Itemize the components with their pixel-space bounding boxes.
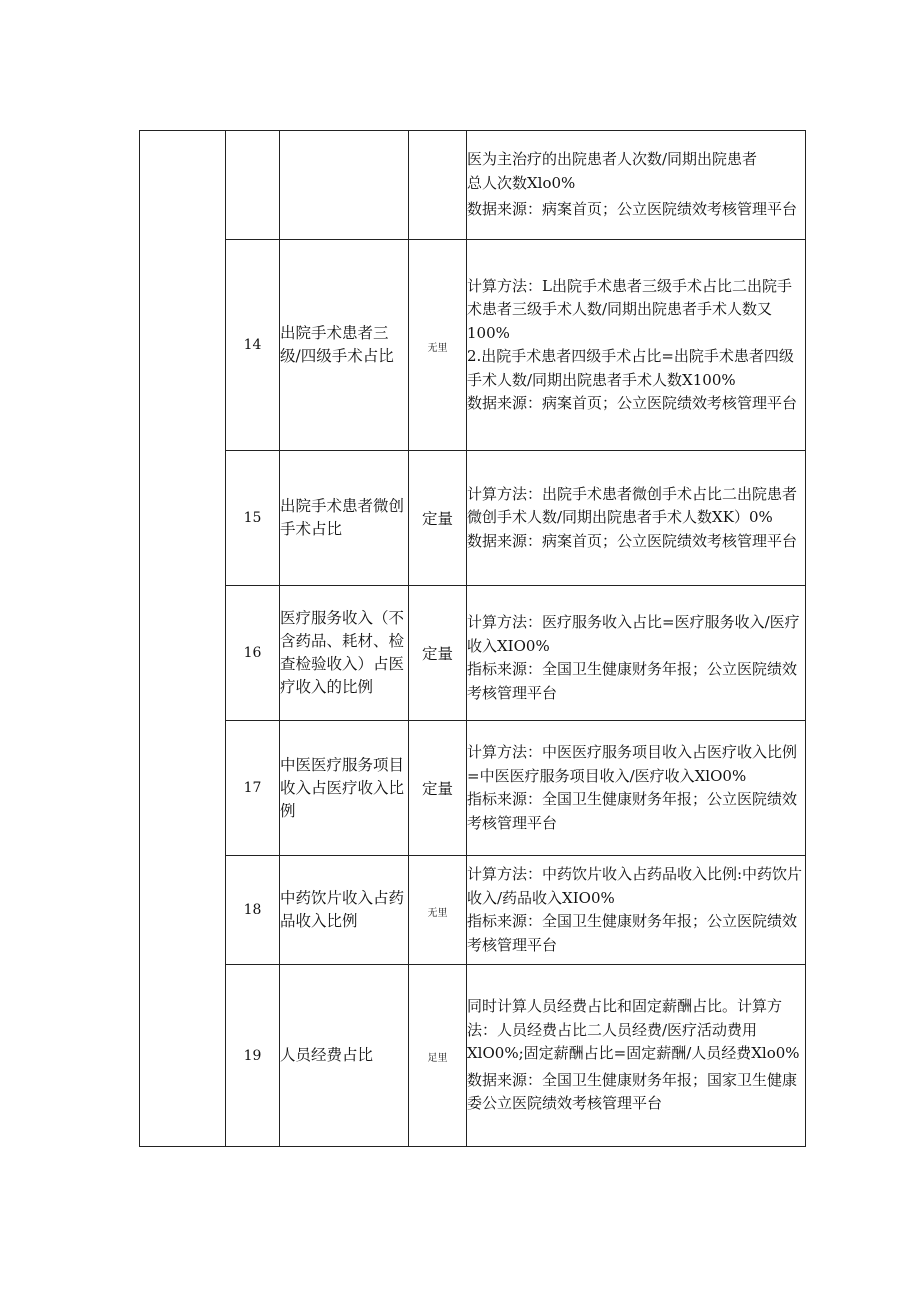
calc-method: 同时计算人员经费占比和固定薪酬占比。计算方法：人员经费占比二人员经费/医疗活动费用XlO0%;固定薪酬占比=固定薪酬/人员经费Xlo0% bbox=[467, 997, 800, 1063]
row-number: 15 bbox=[226, 451, 280, 586]
table-row bbox=[140, 586, 806, 721]
metric-name: 医疗服务收入（不含药品、耗材、检查检验收入）占医疗收入的比例 bbox=[280, 586, 409, 721]
metric-name bbox=[280, 131, 409, 240]
metric-name: 出院手术患者微创手术占比 bbox=[280, 451, 409, 586]
metric-name: 人员经费占比 bbox=[280, 965, 409, 1147]
calc-method: 计算方法：中药饮片收入占药品收入比例:中药饮片收入/药品收入XIO0% bbox=[467, 865, 803, 907]
metric-type: 定量 bbox=[409, 721, 467, 856]
row-number: 18 bbox=[226, 856, 280, 965]
metric-description bbox=[467, 721, 806, 856]
metric-name: 出院手术患者三级/四级手术占比 bbox=[280, 240, 409, 451]
row-number bbox=[226, 131, 280, 240]
data-source: 指标来源：全国卫生健康财务年报；公立医院绩效考核管理平台 bbox=[467, 790, 798, 832]
table-row bbox=[140, 131, 806, 240]
table-row bbox=[140, 240, 806, 451]
category-cell bbox=[140, 131, 226, 1147]
calc-method: 计算方法：L出院手术患者三级手术占比二出院手术患者三级手术人数/同期出院患者手术人数又100% bbox=[467, 276, 792, 342]
metric-name: 中药饮片收入占药品收入比例 bbox=[280, 856, 409, 965]
calc-method-2: 2.出院手术患者四级手术占比=出院手术患者四级手术人数/同期出院患者手术人数X100% bbox=[467, 347, 794, 389]
table-row bbox=[140, 721, 806, 856]
calc-method: 医为主治疗的出院患者人次数/同期出院患者总人次数Xlo0% bbox=[467, 150, 758, 192]
calc-method: 计算方法：出院手术患者微创手术占比二出院患者微创手术人数/同期出院患者手术人数XK）0% bbox=[467, 484, 798, 527]
calc-method: 计算方法：中医医疗服务项目收入占医疗收入比例=中医医疗服务项目收入/医疗收入XlO0% bbox=[467, 743, 798, 785]
table-row bbox=[140, 965, 806, 1147]
data-source: 数据来源：病案首页；公立医院绩效考核管理平台 bbox=[467, 394, 798, 412]
data-source: 数据来源：病案首页；公立医院绩效考核管理平台 bbox=[467, 531, 798, 550]
metric-description bbox=[467, 965, 806, 1147]
row-number: 19 bbox=[226, 965, 280, 1147]
metric-type: 定量 bbox=[409, 451, 467, 586]
calc-method: 计算方法：医疗服务收入占比=医疗服务收入/医疗收入XIO0% bbox=[467, 613, 800, 655]
row-number: 14 bbox=[226, 240, 280, 451]
metric-type: 无里 bbox=[409, 856, 467, 965]
metric-description bbox=[467, 586, 806, 721]
row-number: 17 bbox=[226, 721, 280, 856]
metric-type: 定量 bbox=[409, 586, 467, 721]
table-row bbox=[140, 451, 806, 586]
table-row bbox=[140, 856, 806, 965]
metric-description bbox=[467, 451, 806, 586]
data-source: 数据来源：病案首页；公立医院绩效考核管理平台 bbox=[467, 200, 798, 219]
metric-description bbox=[467, 131, 806, 240]
metric-type bbox=[409, 131, 467, 240]
metric-description bbox=[467, 856, 806, 965]
metric-type: 无里 bbox=[409, 240, 467, 451]
data-source: 指标来源：全国卫生健康财务年报；公立医院绩效考核管理平台 bbox=[467, 912, 798, 954]
metric-description bbox=[467, 240, 806, 451]
row-number: 16 bbox=[226, 586, 280, 721]
metric-name: 中医医疗服务项目收入占医疗收入比例 bbox=[280, 721, 409, 856]
data-source: 数据来源：全国卫生健康财务年报；国家卫生健康委公立医院绩效考核管理平台 bbox=[467, 1070, 798, 1113]
metrics-table bbox=[139, 130, 806, 1147]
data-source: 指标来源：全国卫生健康财务年报；公立医院绩效考核管理平台 bbox=[467, 660, 798, 702]
metric-type: 足里 bbox=[409, 965, 467, 1147]
